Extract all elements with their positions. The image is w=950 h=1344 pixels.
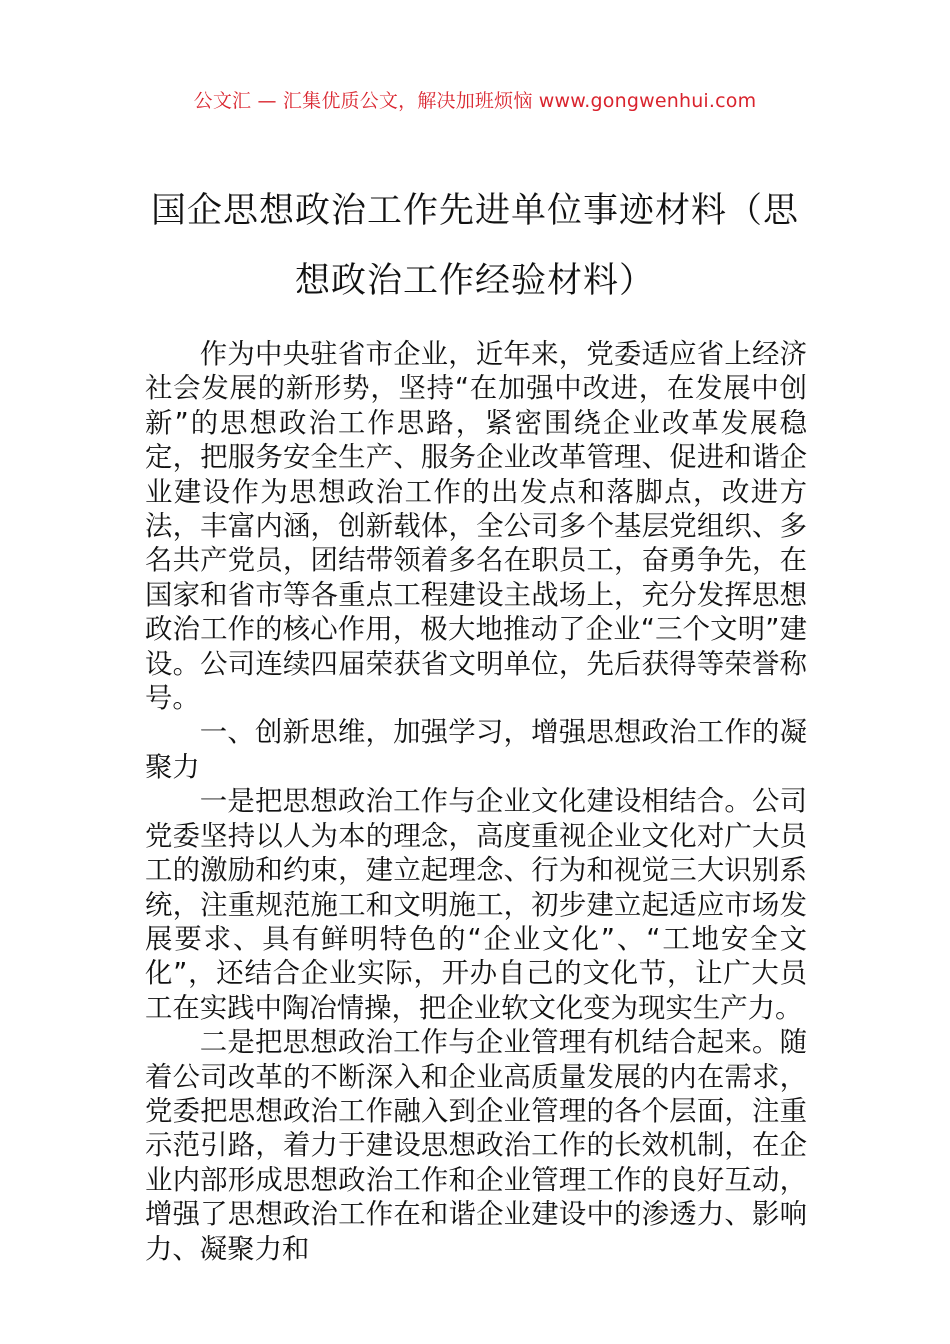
document-body: [145, 338, 807, 1267]
paragraph-intro: 作为中央驻省市企业，近年来，党委适应省上经济社会发展的新形势，坚持“在加强中改进，在发展中创新”的思想政治工作思路，紧密围绕企业改革发展稳定，把服务安全生产、服务企业改革管理、促进和谐企业建设作为思想政治工作的出发点和落脚点，改进方法，丰富内涵，创新载体，全公司多个基层党组织、多名共产党员，团结带领着多名在职员工，奋勇争先，在国家和省市等各重点工程建设主战场上，充分发挥思想政治工作的核心作用，极大地推动了企业“三个文明”建设。公司连续四届荣获省文明单位，先后获得等荣誉称号。: [145, 339, 807, 715]
paragraph-point-2: 二是把思想政治工作与企业管理有机结合起来。随着公司改革的不断深入和企业高质量发展的内在需求，党委把思想政治工作融入到企业管理的各个层面，注重示范引路，着力于建设思想政治工作的长效机制，在企业内部形成思想政治工作和企业管理工作的良好互动，增强了思想政治工作在和谐企业建设中的渗透力、影响力、凝聚力和: [145, 1027, 807, 1265]
paragraph-point-1: 一是把思想政治工作与企业文化建设相结合。公司党委坚持以人为本的理念，高度重视企业文化对广大员工的激励和约束，建立起理念、行为和视觉三大识别系统，注重规范施工和文明施工，初步建立起适应市场发展要求、具有鲜明特色的“企业文化”、“工地安全文化”，还结合企业实际，开办自己的文化节，让广大员工在实践中陶冶情操，把企业软文化变为现实生产力。: [145, 786, 807, 1024]
title-line-1: 国企思想政治工作先进单位事迹材料（思: [150, 191, 799, 231]
title-line-2: 想政治工作经验材料）: [294, 261, 655, 301]
site-header-banner: 公文汇 — 汇集优质公文，解决加班烦恼 www.gongwenhui.com: [193, 90, 757, 112]
section-heading-1: 一、创新思维，加强学习，增强思想政治工作的凝聚力: [145, 717, 807, 783]
document-title: [140, 176, 810, 316]
